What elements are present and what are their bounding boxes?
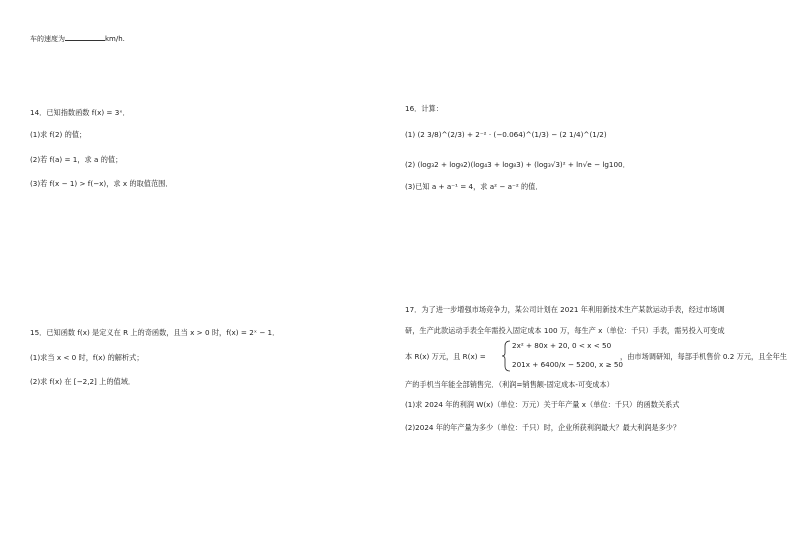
- header-fragment: [30, 33, 125, 44]
- answer-blank: [65, 33, 105, 41]
- q14-part1: (1)求 f(2) 的值；: [30, 130, 87, 139]
- q16-part3: (3)已知 a + a⁻¹ = 4，求 a² − a⁻² 的值．: [405, 182, 543, 191]
- header-fragment-prefix: 车的速度为: [30, 35, 65, 43]
- q15-part2: (2)求 f(x) 在 [−2,2] 上的值域．: [30, 377, 136, 386]
- q15-part1: (1)求当 x < 0 时，f(x) 的解析式；: [30, 353, 144, 362]
- header-fragment-suffix: km/h.: [105, 35, 125, 43]
- q17-line1: 17．为了进一步增强市场竞争力，某公司计划在 2021 年利用新技术生产某款运动手表，经过市场调: [405, 305, 725, 314]
- q17-line3-start: 本 R(x) 万元，且 R(x) =: [405, 352, 486, 361]
- piecewise-brace-icon: [500, 340, 512, 372]
- q14-part2: (2)若 f(a) = 1，求 a 的值；: [30, 155, 123, 164]
- q17-line4: 产的手机当年能全部销售完．（利润=销售额-固定成本-可变成本）: [405, 380, 614, 389]
- q15-stem: 15．已知函数 f(x) 是定义在 R 上的奇函数，且当 x > 0 时，f(x) = 2ˣ − 1．: [30, 328, 280, 337]
- q16-stem: 16．计算：: [405, 104, 443, 113]
- q17-case2: 201x + 6400/x − 5200, x ≥ 50: [512, 360, 623, 369]
- q17-line3-end: ，由市场调研知，每部手机售价 0.2 万元，且全年生: [620, 352, 787, 361]
- q17-line2: 研，生产此款运动手表全年需投入固定成本 100 万，每生产 x（单位：千只）手表，需另投入可变成: [405, 326, 725, 335]
- q17-case1: 2x² + 80x + 20, 0 < x < 50: [512, 341, 612, 350]
- q17-part2: (2)2024 年的年产量为多少（单位：千只）时，企业所获利润最大？最大利润是多少？: [405, 423, 681, 432]
- q14-stem: 14．已知指数函数 f(x) = 3ˣ．: [30, 108, 130, 117]
- q17-part1: (1)求 2024 年的利润 W(x)（单位：万元）关于年产量 x（单位：千只）的函数关系式: [405, 400, 680, 409]
- q16-part2: (2) (log₃2 + log₉2)(log₄3 + log₈3) + (log₃√3)² + ln√e − lg100．: [405, 160, 630, 169]
- q14-part3: (3)若 f(x − 1) > f(−x)，求 x 的取值范围．: [30, 179, 173, 188]
- q16-part1: (1) (2 3/8)^(2/3) + 2⁻² · (−0.064)^(1/3) − (2 1/4)^(1/2): [405, 130, 607, 139]
